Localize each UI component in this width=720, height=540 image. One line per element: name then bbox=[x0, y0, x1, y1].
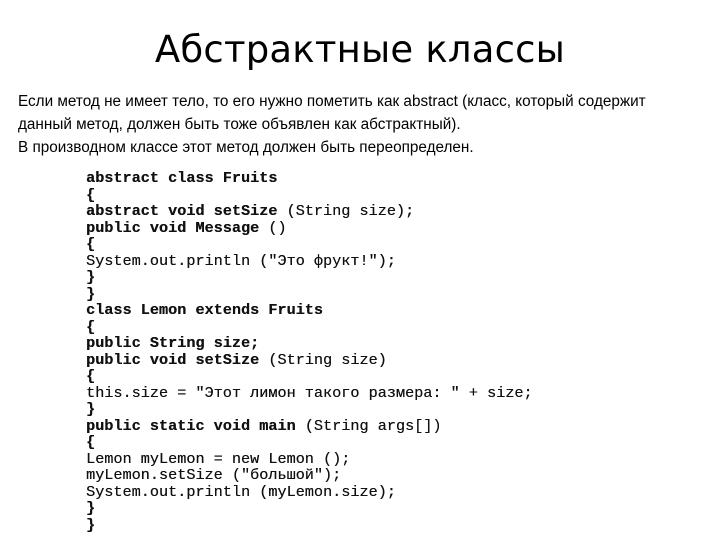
code-line bbox=[86, 500, 686, 517]
code-keyword-part: } bbox=[86, 515, 96, 534]
code-text-part: this.size = "Этот лимон такого размера: " + size; bbox=[86, 383, 533, 402]
code-keyword-part: abstract void setSize bbox=[86, 202, 278, 220]
code-keyword-part: public void Message bbox=[86, 218, 260, 237]
code-line bbox=[86, 187, 686, 204]
code-line bbox=[86, 434, 686, 451]
code-line bbox=[86, 484, 686, 501]
code-line bbox=[86, 236, 686, 253]
code-keyword-part: { bbox=[86, 433, 96, 451]
code-listing bbox=[86, 170, 686, 533]
code-text-part: () bbox=[259, 218, 287, 237]
code-line bbox=[86, 203, 686, 220]
code-keyword-part: class Lemon extends Fruits bbox=[86, 301, 323, 319]
code-line bbox=[86, 451, 686, 468]
code-text-part: System.out.println (myLemon.size); bbox=[86, 482, 396, 501]
code-line bbox=[86, 269, 686, 286]
code-line bbox=[86, 517, 686, 534]
paragraph-line: Если метод не имеет тело, то его нужно пометить как abstract (класс, который содержит bbox=[18, 93, 646, 110]
code-keyword-part: } bbox=[86, 499, 96, 517]
paragraph-line: данный метод, должен быть тоже объявлен как абстрактный). bbox=[18, 116, 461, 133]
code-text-part: Lemon myLemon = new Lemon (); bbox=[86, 449, 351, 468]
slide-title: Абстрактные классы bbox=[154, 28, 566, 71]
code-keyword-part: { bbox=[86, 185, 96, 204]
code-line bbox=[86, 368, 686, 385]
code-text-part: System.out.println ("Это фрукт!"); bbox=[86, 251, 396, 270]
code-keyword-part: } bbox=[86, 284, 96, 303]
code-keyword-part: { bbox=[86, 235, 96, 253]
code-line bbox=[86, 352, 686, 369]
slide-paragraph bbox=[18, 90, 708, 159]
code-line bbox=[86, 286, 686, 303]
code-line bbox=[86, 302, 686, 319]
code-line bbox=[86, 253, 686, 270]
code-text-part: (String size) bbox=[259, 350, 387, 369]
code-line bbox=[86, 170, 686, 187]
code-line bbox=[86, 335, 686, 352]
code-text-part: (String args[]) bbox=[295, 416, 442, 435]
code-keyword-part: abstract class Fruits bbox=[86, 169, 278, 187]
code-keyword-part: { bbox=[86, 367, 96, 385]
code-text-part: (String size); bbox=[277, 202, 415, 220]
code-keyword-part: } bbox=[86, 400, 96, 418]
code-text-part: myLemon.setSize ("большой"); bbox=[86, 466, 342, 484]
code-keyword-part: } bbox=[86, 268, 96, 286]
code-keyword-part: public static void main bbox=[86, 416, 296, 435]
code-line bbox=[86, 220, 686, 237]
code-keyword-part: { bbox=[86, 317, 96, 336]
code-line bbox=[86, 418, 686, 435]
code-line bbox=[86, 385, 686, 402]
code-line bbox=[86, 401, 686, 418]
code-line bbox=[86, 467, 686, 484]
code-line bbox=[86, 319, 686, 336]
code-keyword-part: public void setSize bbox=[86, 350, 260, 369]
paragraph-line: В производном классе этот метод должен быть переопределен. bbox=[18, 139, 474, 156]
code-keyword-part: public String size; bbox=[86, 334, 260, 352]
